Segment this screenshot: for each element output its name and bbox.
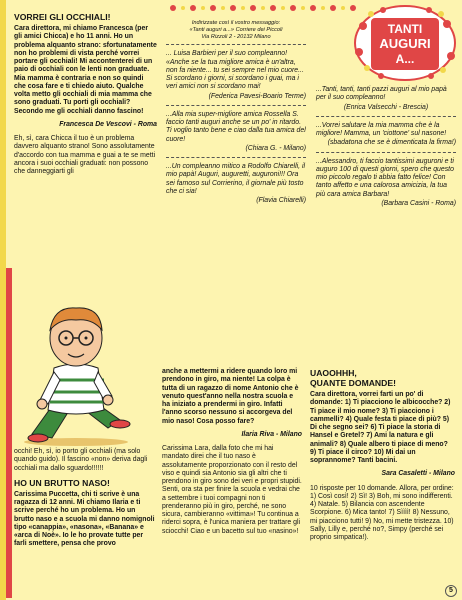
reply-occhiali-part1: Eh, sì, cara Chicca il tuo è un problema davvero alquanto strano! Sono assolutamente d'accordo con tua mamma e guai a te se metti ancora i suoi occhiali graduati: non possono che danneggiarti gli (14, 135, 156, 175)
boy-with-glasses-illustration (12, 296, 140, 446)
left-column-bottom (14, 448, 157, 554)
greeting-rodolfo-signature: (Flavia Chiarelli) (256, 197, 306, 205)
right-column (316, 86, 456, 208)
banner-line2: AUGURI (379, 36, 431, 51)
letter-title-occhiali: VORREI GLI OCCHIALI! (14, 12, 111, 22)
divider (316, 116, 456, 117)
divider (316, 152, 456, 153)
divider (166, 105, 306, 106)
letter-naso-continued: anche a mettermi a ridere quando loro mi prendono in giro, ma niente! La colpa è tutta di un ragazzo di nome Antonio che è venuto quest'anno nella nostra scuola e ha iniziato a prendermi in giro. Infatti l'anno scorso nessuno si accorgeva del mio naso! Cosa posso fare? (162, 368, 299, 425)
greeting-alessandro-signature: (Barbara Casini - Roma) (381, 199, 456, 207)
left-column (14, 12, 157, 181)
page-number: 5 (445, 585, 457, 597)
greeting-alessandro: ...Alessandro, ti faccio tantissimi auguroni e ti auguro 100 di questi giorni, spero che questo mio piccolo regalo ti abbia fatto felice! Con tanto affetto e una calorosa amicizia, la tua più cara amica Barbara! (316, 157, 454, 198)
address-intro: Indirizzate così il vostro messaggio: (191, 20, 281, 26)
middle-column-bottom (162, 368, 302, 541)
letter-domande-signature: Sara Casaletti - Milano (381, 470, 455, 478)
reply-domande: 10 risposte per 10 domande. Allora, per ordine: 1) Così così! 2) Sì! 3) Boh, mi sono indifferenti. 4) Natale. 5) Bilancia con ascendente Scorpione. 6) Mica tanto! 7) Sìììì! 8) Nessuno, mi piacciono tutti! 9) No, mi mette tristezza. 10) Sally, Lilly e, perché no?, Simpy (perché sei proprio simpatica!). (310, 484, 454, 541)
reply-occhiali-part2: occhi! Eh, sì, io porto gli occhiali (ma solo quando guido). Il fascino «non» deriva dagli occhiali ma dallo sguardo!!!!!! (14, 448, 148, 472)
greeting-mamma: ...Vorrei salutare la mia mamma che è la migliore! Mamma, un 'ciottone' sul nasone! (316, 121, 447, 137)
greeting-luisa: ... Luisa Barbieri per il suo compleanno! «Anche se la tua migliore amica è un'altra, non fa niente... tu sei sempre nel mio cuore... Si scordano i giorni, si scordano i guai, ma i veri amici non si scordano mai! (166, 50, 304, 91)
divider (166, 157, 306, 158)
letter-domande-body: Cara direttora, vorrei farti un po' di domande: 1) Ti piacciono le albicocche? 2) Ti piace il mio nome? 3) Ti piacciono i cammelli? 4) Quale festa ti piace di più? 5) Di che segno sei? 6) Ti piace la storia di Hansel e Gretel? 7) Ami la natura e gli animali? 8) Quale albero ti piace di meno? 9) Ti piace il circo? 10) Mi dai un soprannome? Tanti bacini. (310, 391, 451, 464)
banner-line1: TANTI (387, 22, 423, 36)
right-column-bottom (310, 368, 455, 547)
greeting-mamma-signature: (sbadatona che se è dimenticata la firma!) (327, 139, 456, 147)
banner-line3: A... (395, 52, 415, 66)
letter-occhiali-signature: Francesca De Vescovi - Roma (59, 120, 157, 128)
reply-naso: Carissima Lara, dalla foto che mi hai mandato direi che il tuo naso è assolutamente proporzionato con il resto del viso e quindi sia Antonio sia gli altri che ti prendono in giro sono dei veri e propri stupidi. Senti, ora sta per finire la scuola e vedrai che a settembre i tuoi compagni non ti prenderanno più in giro, perché, ne sono sicura, cambieranno «vittima»! Tu continua a riderci sopra, è l'unica maniera per trattare gli sciocchi! Ciao e un bacetto sul tuo «nasino»! (162, 445, 302, 535)
greeting-papa: ...Tanti, tanti, tanti pazzi auguri al mio papà per il suo compleanno! (316, 86, 447, 102)
tanti-auguri-banner (353, 4, 457, 82)
address-line3: Via Rizzoli 2 - 20132 Milano (201, 33, 271, 40)
letter-title-domande: QUANTE DOMANDE! (310, 378, 396, 388)
greeting-papa-signature: (Enrica Valsecchi - Brescia) (343, 103, 429, 111)
divider (166, 44, 306, 45)
letter-naso-body: Carissima Puccetta, chi ti scrive è una ragazza di 12 anni. Mi chiamo Ilaria e ti scrive perché ho un problema. Ho un brutto naso e a scuola mi danno nomignoli tipo «canappia», «nasona», «Banana» e «arca di Noè». Io le ho provate tutte per farli smettere, pensa che provo (14, 490, 155, 548)
letter-title-uaoohhh: UAOOHHH, (310, 368, 357, 378)
greeting-rodolfo: ...Un compleanno mitico a Rodolfo Chiarelli, il mio papà! Auguri, auguretti, auguroni!!! Ora sei famoso sul Corrierino, il giornale più tosto che ci sia! (166, 163, 306, 195)
middle-column (166, 20, 306, 205)
greeting-rossella: ...Alla mia super-migliore amica Rossella S. faccio tanti auguri anche se un po' in ritardo. Ti voglio tanto bene e ciao dalla tua amica del cuore! (166, 110, 306, 143)
address-line2: «Tanti auguri a...» Corriere dei Piccoli (189, 26, 283, 33)
letter-occhiali-body: Cara direttora, mi chiamo Francesca (per gli amici Chicca) e ho 11 anni. Ho un problema alquanto strano: sfortunatamente non ho problemi di vista perché vorrei portare gli occhiali! Mi accontenterei di un paio di occhiali con le lenti non graduate. Mia mamma è contraria e non so quindi che cosa fare e ti chiedo aiuto. Qualche volta metto gli occhiali di mia mamma che sono graduati. Tu porti gli occhiali? Secondo me gli occhiali danno fascino! (14, 25, 157, 115)
greeting-luisa-signature: (Federica Pavesi-Boario Terme) (208, 92, 306, 100)
greeting-rossella-signature: (Chiara G. - Milano) (245, 144, 306, 152)
letter-naso-signature: Ilaria Riva - Milano (241, 430, 302, 438)
letter-title-naso: HO UN BRUTTO NASO! (14, 477, 110, 488)
